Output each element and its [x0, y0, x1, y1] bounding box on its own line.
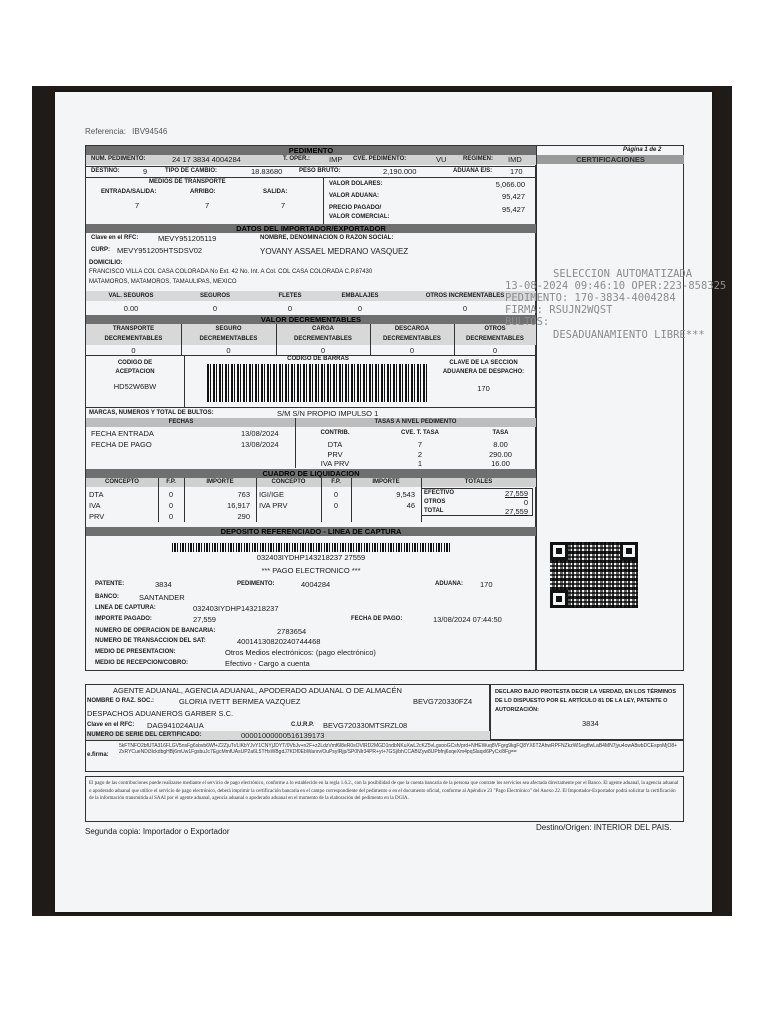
recepcion-label: MEDIO DE RECEPCION/COBRO:: [95, 660, 189, 666]
liquidacion-header: IMPORTE: [372, 479, 400, 485]
aduana-value: 170: [480, 580, 493, 589]
qr-eye: [550, 590, 568, 608]
agente-title: AGENTE ADUANAL, AGENCIA ADUANAL, APODERADO ADUANAL O DE ALMACÉN: [113, 686, 402, 695]
patente-value: 3834: [155, 580, 172, 589]
divider: [454, 324, 455, 355]
destino-label: DESTINO:: [91, 168, 120, 174]
liquidacion-header: CONCEPTO: [105, 479, 139, 485]
tipo-cambio-label: TIPO DE CAMBIO:: [165, 168, 217, 174]
regimen-label: REGIMEN:: [463, 156, 493, 162]
regimen-value: IMD: [508, 155, 522, 164]
codigo-barras-label: CODIGO DE BARRAS: [287, 356, 349, 362]
liquidacion-header: F.P.: [166, 479, 176, 485]
tipo-cambio-value: 18.83680: [251, 167, 283, 176]
liquidacion-header: CONCEPTO: [271, 479, 306, 485]
divider: [276, 324, 277, 355]
valor-aduana-label: VALOR ADUANA:: [329, 193, 379, 199]
fechas-title: FECHAS: [168, 419, 194, 425]
pedimento-value: 4004284: [301, 580, 331, 589]
divider: [184, 355, 185, 407]
cve-pedimento-value: VU: [436, 155, 447, 164]
decrementables-header: DECREMENTABLES: [466, 336, 524, 342]
divider: [256, 478, 257, 522]
entrada-label: ENTRADA/SALIDA:: [101, 189, 157, 195]
codigo-aceptacion-label: ACEPTACION: [115, 369, 155, 375]
tasas-header: TASA: [492, 430, 509, 436]
serie-label: NUMERO DE SERIE DEL CERTIFICADO:: [87, 732, 202, 738]
liquidacion-cell: 0: [168, 501, 174, 510]
stamp-line: SELECCION AUTOMATIZADA: [553, 268, 693, 280]
decrementables-header: SEGURO: [215, 326, 242, 332]
incrementables-value: 0: [357, 304, 363, 313]
stamp-line: FIRMA: RSUJN2WQST: [505, 304, 613, 316]
qr-code: [550, 542, 638, 608]
liquidacion-cell: IVA PRV: [259, 501, 288, 510]
liquidacion-cell: 0: [333, 490, 339, 499]
reference-label: Referencia:: [85, 127, 126, 136]
efirma-label: e.firma:: [87, 752, 109, 758]
footer-copy: Segunda copia: Importador o Exportador: [85, 827, 230, 836]
t-oper-value: IMP: [329, 155, 343, 164]
aduana-label: ADUANA:: [435, 581, 463, 587]
efectivo-label: EFECTIVO: [424, 490, 455, 496]
incrementables-value: 0: [287, 304, 293, 313]
otros-label: OTROS: [424, 499, 446, 505]
destino-value: 9: [143, 167, 148, 176]
stamp-line: PEDIMENTO: 170-3834-4004284: [505, 292, 676, 304]
fecha-pago-value: 13/08/2024: [241, 440, 279, 449]
curp-value: MEVY951205HTSDSV02: [117, 246, 203, 255]
domicilio-line-2: MATAMOROS, MATAMOROS, TAMAULIPAS, MEXICO: [89, 279, 237, 285]
decrementables-header: DESCARGA: [394, 326, 430, 332]
incrementables-header: OTROS INCREMENTABLES: [425, 293, 505, 299]
decrementables-value: 0: [131, 346, 136, 355]
salida-label: SALIDA:: [263, 189, 288, 195]
divider: [181, 324, 182, 355]
patente-label: PATENTE:: [95, 581, 125, 587]
liquidacion-cell: PRV: [89, 512, 105, 521]
liquidacion-cell: 9,543: [396, 490, 415, 499]
incrementables-value: 0: [462, 304, 468, 313]
decrementables-value: 0: [320, 346, 326, 355]
tasa-row: PRV: [327, 450, 343, 459]
stamp-line: BULTOS:: [505, 316, 550, 328]
divider: [158, 478, 159, 522]
agente-curp-label: C.U.R.P.: [291, 722, 314, 728]
stamp-line: 13-08-2024 09:46:10 OPER:223-858325: [505, 280, 727, 292]
divider: [321, 478, 322, 522]
nombre-value: YOVANY ASSAEL MEDRANO VASQUEZ: [260, 247, 409, 256]
tasa-row: 2: [417, 450, 423, 459]
divider: [323, 177, 324, 224]
arribo-label: ARRIBO:: [190, 189, 216, 195]
incrementables-header: SEGUROS: [199, 293, 230, 299]
incrementables-header: EMBALAJES: [341, 293, 379, 299]
pedimento-title: PEDIMENTO: [86, 146, 536, 155]
pedimento-label: PEDIMENTO:: [237, 581, 275, 587]
banco-label: BANCO:: [95, 594, 119, 600]
presentacion-value: Otros Medios electrónicos: (pago electrónico): [225, 648, 376, 657]
fecha-pago-label: FECHA DE PAGO: [91, 440, 152, 449]
domicilio-label: DOMICILIO:: [89, 260, 123, 266]
transaccion-label: NUMERO DE TRANSACCION DEL SAT:: [95, 638, 206, 644]
agente-rfc-side: BEVG720330FZ4: [413, 697, 473, 706]
importe-pagado-value: 27,559: [193, 615, 216, 624]
codigo-aceptacion-value: HD52W6BW: [113, 382, 157, 391]
decrementables-header: DECREMENTABLES: [104, 336, 163, 342]
liquidacion-header: F.P.: [331, 479, 341, 485]
cve-pedimento-label: CVE. PEDIMENTO:: [353, 156, 407, 162]
decrementables-value: 0: [492, 346, 498, 355]
aduana-es-value: 170: [510, 167, 523, 176]
precio-pagado-label: PRECIO PAGADO/: [329, 205, 382, 211]
agente-rfc-value: DAG941024AUA: [147, 721, 204, 730]
clave-seccion-label: ADUANERA DE DESPACHO:: [442, 369, 525, 375]
precio-pagado-value: 95,427: [502, 205, 525, 214]
valor-dolares-label: VALOR DOLARES:: [329, 181, 383, 187]
transaccion-value: 40014130820240744468: [237, 637, 321, 646]
fecha-entrada-value: 13/08/2024: [241, 429, 279, 438]
linea-captura-label: LINEA DE CAPTURA:: [95, 605, 156, 611]
qr-eye: [550, 542, 568, 560]
operacion-label: NUMERO DE OPERACION DE BANCARIA:: [95, 628, 216, 634]
reference: [85, 127, 167, 136]
tasa-row: IVA PRV: [320, 459, 350, 468]
importe-pagado-label: IMPORTE PAGADO:: [95, 616, 152, 622]
liquidacion-cell: 0: [168, 490, 174, 499]
importador-title: DATOS DEL IMPORTADOR/EXPORTADOR: [86, 224, 536, 233]
liquidacion-cell: 16,917: [227, 501, 250, 510]
rfc-label: Clave en el RFC:: [91, 235, 139, 241]
agente-rfc-label: Clave en el RFC:: [87, 722, 135, 728]
decrementables-header: DECREMENTABLES: [294, 336, 352, 342]
agente-nombre-value: GLORIA IVETT BERMEA VAZQUEZ: [179, 697, 301, 706]
num-pedimento-label: NUM. PEDIMENTO:: [91, 156, 146, 162]
entrada-value: 7: [135, 201, 140, 210]
agente-nombre-label: NOMBRE O RAZ. SOC.:: [87, 698, 154, 704]
qr-eye: [620, 542, 638, 560]
decrementables-header: DECREMENTABLES: [199, 336, 258, 342]
fecha-entrada-label: FECHA ENTRADA: [91, 429, 154, 438]
pdf417-barcode: [207, 364, 429, 402]
footer-destino: Destino/Origen: INTERIOR DEL PAIS.: [536, 823, 672, 832]
clave-seccion-value: 170: [477, 384, 490, 393]
tasa-row: DTA: [327, 440, 343, 449]
fecha-pago-deposito-label: FECHA DE PAGO:: [351, 616, 403, 622]
peso-bruto-value: 2,190.000: [383, 167, 417, 176]
liquidacion-header: IMPORTE: [206, 479, 234, 485]
liquidacion-cell: 290: [237, 512, 250, 521]
transporte-title: MEDIOS DE TRANSPORTE: [149, 179, 226, 185]
liquidacion-cell: 763: [237, 490, 250, 499]
reference-value: IBV94546: [132, 127, 168, 136]
valor-comercial-label: VALOR COMERCIAL:: [329, 214, 390, 220]
peso-bruto-label: PESO BRUTO:: [299, 168, 341, 174]
serie-value: 00001000000516139173: [241, 731, 325, 740]
domicilio-line-1: FRANCISCO VILLA COL CASA COLORADA No Ext. 42 No. Int. A Col. COL CASA COLORADA C.P.87430: [89, 269, 373, 275]
valor-aduana-value: 95,427: [502, 192, 525, 201]
decrementables-header: DECREMENTABLES: [383, 336, 441, 342]
linea-captura-value: 032403IYDHP143218237: [193, 604, 279, 613]
divider: [86, 407, 536, 408]
decrementables-header: CARGA: [312, 326, 334, 332]
liquidacion-cell: DTA: [89, 490, 104, 499]
tasas-header: CVE. T. TASA: [401, 430, 439, 436]
deposito-title: DEPOSITO REFERENCIADO - LINEA DE CAPTURA: [86, 527, 536, 536]
stamp-line: DESADUANAMIENTO LIBRE***: [553, 329, 705, 341]
pedimento-document: [55, 92, 727, 912]
divider: [351, 478, 352, 522]
divider: [86, 166, 536, 167]
total-value: 27,559: [505, 507, 528, 516]
presentacion-label: MEDIO DE PRESENTACION:: [95, 649, 176, 655]
liquidacion-cell: IGI/IGE: [259, 490, 285, 499]
declaro-patente: 3834: [582, 719, 599, 728]
certificaciones-title: CERTIFICACIONES: [537, 155, 684, 164]
agente-curp-value: BEVG720330MTSRZL08: [323, 721, 408, 730]
incrementables-header: VAL. SEGUROS: [108, 293, 154, 299]
nombre-label: NOMBRE, DENOMINACION O RAZON SOCIAL:: [260, 235, 394, 241]
fecha-pago-deposito-value: 13/08/2024 07:44:50: [433, 615, 502, 624]
tasa-row: 8.00: [493, 440, 508, 449]
efectivo-value: 27,559: [505, 489, 528, 498]
codigo-aceptacion-label: CODIGO DE: [117, 360, 153, 366]
decrementables-header: TRANSPORTE: [112, 326, 155, 332]
incrementables-value: 0.00: [123, 304, 139, 313]
declaro-text: DECLARO BAJO PROTESTA DECIR LA VERDAD, EN LOS TÉRMINOS DE LO DISPUESTO POR EL ARTÍCULO 81 DE LA LEY, PATENTE O AUTORIZACIÓN:: [495, 689, 677, 713]
tasas-title: TASAS A NIVEL PEDIMENTO: [374, 419, 457, 425]
marcas-label: MARCAS, NUMEROS Y TOTAL DE BULTOS:: [89, 410, 214, 416]
efirma-value: 5kFTNFO2bfUTA316FLGV5nsFg6sbvb6Wf+Z2ZjuTr/LlKbYJvY1CNYjJDYT/0VbJv+n2F+z2LdzVmf6l8eR0sOVlRD2MGD1ndbNKuXwL2cKZ5vLgsooGCsh/prd+NHEWuq8VFgrg9kgFQ8YX6T2AhwRPFNZkzWl1egfIwLaB4MN7jyu4owA8wbDCEspnMjO8+ZxRYCueNDi3lckdbgHBj6mUw1FgsbuJc7EgcMmfUAsUP2a6L5THsWBgdJ7KDf0EbWanrv/OuPsyIRjp/SP0Nlr34PR+yt+7GSj/bhCCABlZyw8UPbfnj6sqeXm4pqSlaqxl6PyCx/8Fg==: [119, 743, 678, 755]
otros-value: 0: [523, 498, 528, 507]
total-label: TOTAL: [424, 508, 444, 514]
clave-seccion-label: CLAVE DE LA SECCION: [449, 360, 518, 366]
pago-electronico: *** PAGO ELECTRONICO ***: [261, 566, 361, 575]
liquidacion-cell: 0: [333, 501, 339, 510]
agente-despachos: DESPACHOS ADUANEROS GARBER S.C.: [87, 709, 234, 718]
operacion-value: 2783654: [277, 627, 307, 636]
rfc-value: MEVY951205119: [158, 234, 217, 243]
tasas-header: CONTRIB.: [320, 430, 350, 436]
decrementables-value: 0: [226, 346, 231, 355]
divider: [86, 177, 536, 178]
marcas-value: S/M S/N PROPIO IMPULSO 1: [277, 409, 379, 418]
aduana-es-label: ADUANA E/S:: [453, 168, 493, 174]
legal-text: El pago de las contribuciones puede realizarse mediante el servicio de pago electrónico, conforme a lo establecido en la regla 1.6.2., con la posibilidad de que la cuenta bancaria de la persona que contrate los servicios sea afectada directamente por el Banco. El agente aduanal, la agencia aduanal o apoderado aduanal que utilice el servicio de pago electrónico, deberá imprimir la certificación bancaria en el campo correspondiente del pedimento o en el documento oficial, conforme al Apéndice 23 "Pago Electrónico" del Anexo 22. El Importador-Exportador podrá solicitar la certificación de la información transmitida al SAAI por el agente aduanal, agencia aduanal o apoderado aduanal en el momento de la elaboración del pedimento en la DGIA.: [89, 781, 679, 801]
recepcion-value: Efectivo - Cargo a cuenta: [225, 659, 310, 668]
tasa-row: 16.00: [491, 459, 510, 468]
divider: [184, 478, 185, 522]
tasa-row: 7: [417, 440, 423, 449]
liquidacion-cell: 46: [406, 501, 415, 510]
incrementables-header: FLETES: [278, 293, 302, 299]
banco-value: SANTANDER: [139, 593, 185, 602]
liquidacion-cell: IVA: [89, 501, 101, 510]
liquidacion-title: CUADRO DE LIQUIDACION: [86, 469, 536, 478]
decrementables-title: VALOR DECREMENTABLES: [86, 315, 536, 324]
t-oper-label: T. OPER.:: [283, 156, 311, 162]
num-pedimento-value: 24 17 3834 4004284: [172, 155, 241, 164]
incrementables-value: 0: [212, 304, 218, 313]
decrementables-header: OTROS: [484, 326, 506, 332]
divider: [370, 324, 371, 355]
liquidacion-cell: 0: [168, 512, 174, 521]
page-number: Página 1 de 2: [623, 147, 662, 153]
tasa-row: 1: [417, 459, 423, 468]
barcode-text: 032403IYDHP143218237 27559: [256, 553, 366, 562]
divider: [421, 478, 422, 522]
salida-value: 7: [281, 201, 286, 210]
liquidacion-header: TOTALES: [464, 479, 493, 485]
linea-captura-barcode: [172, 543, 450, 552]
curp-label: CURP:: [91, 247, 110, 253]
arribo-value: 7: [205, 201, 210, 210]
decrementables-value: 0: [409, 346, 415, 355]
tasa-row: 290.00: [489, 450, 512, 459]
valor-dolares-value: 5,066.00: [495, 180, 525, 189]
